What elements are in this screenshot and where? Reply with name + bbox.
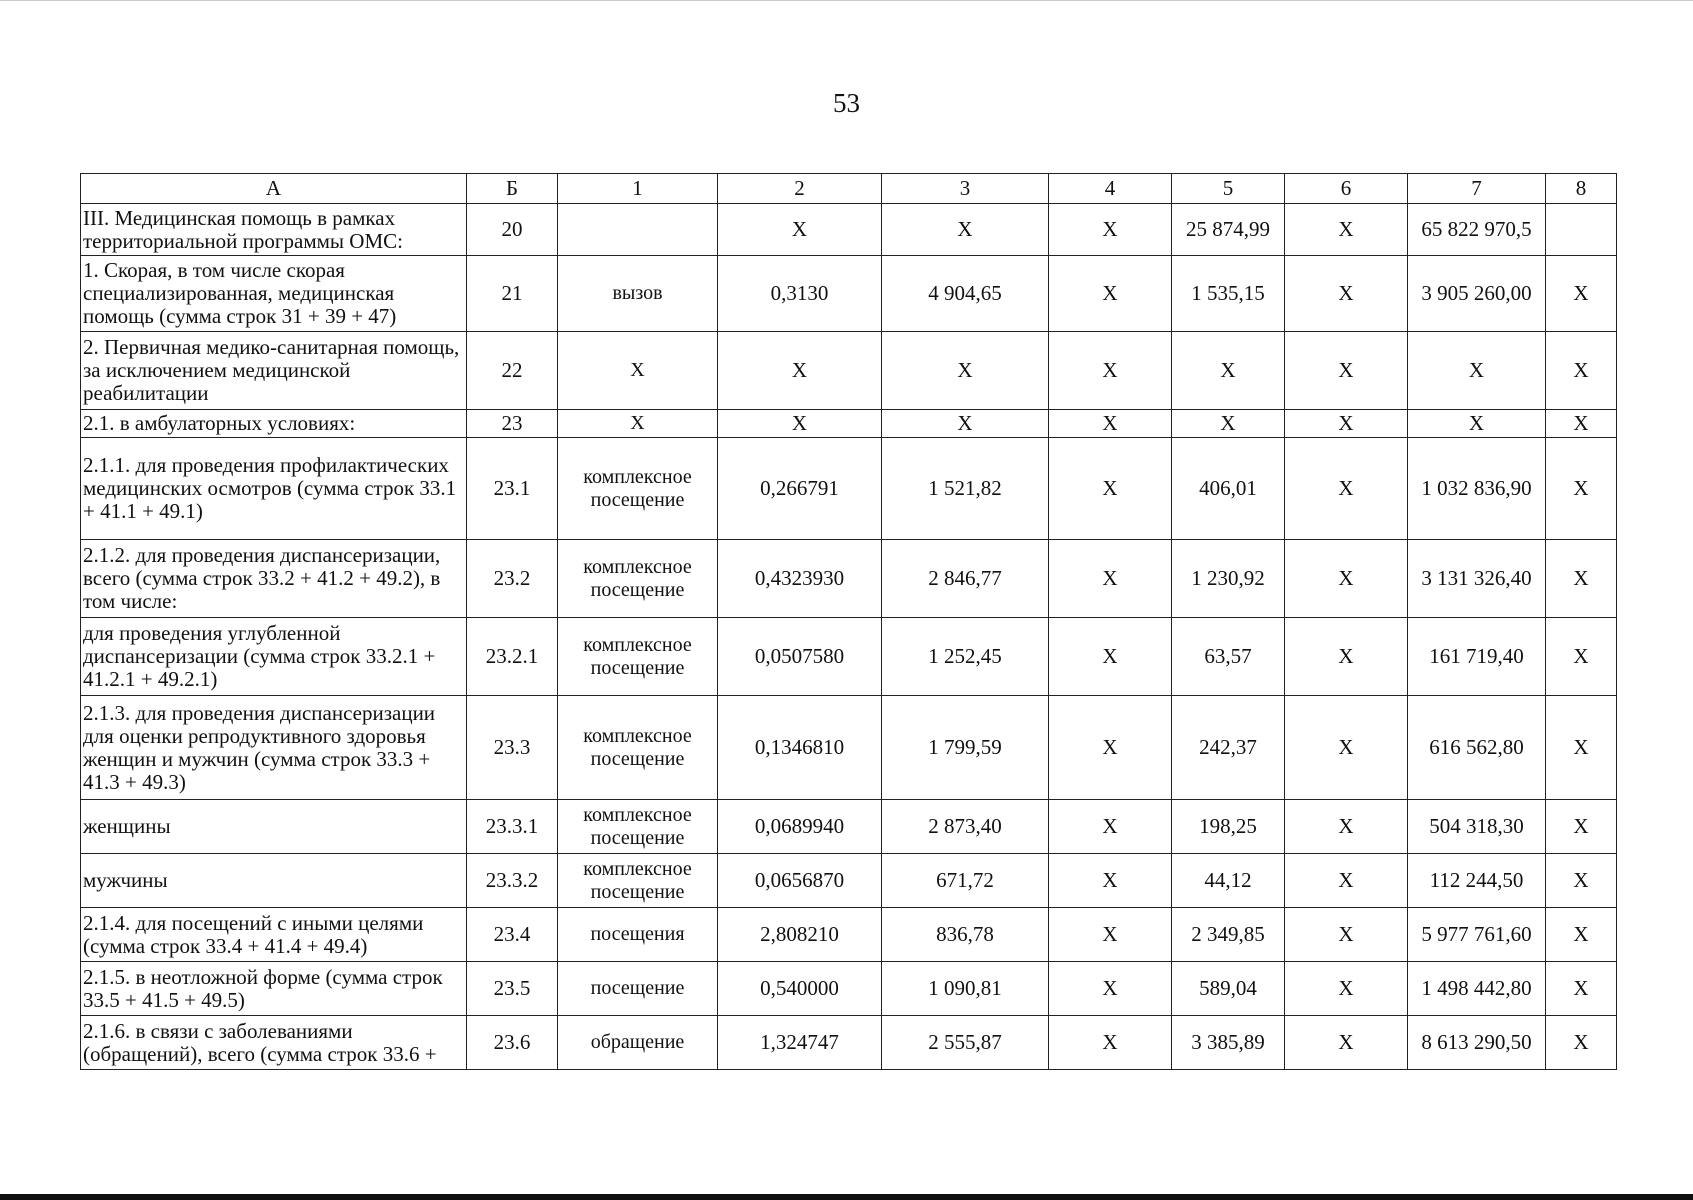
row-col-3: 2 555,87 xyxy=(882,1016,1049,1070)
row-name: 2.1.2. для проведения диспансеризации, всего (сумма строк 33.2 + 41.2 + 49.2), в том числе: xyxy=(81,540,467,618)
table-row xyxy=(81,800,1617,854)
header-col-8: 8 xyxy=(1546,174,1617,204)
row-col-5: 3 385,89 xyxy=(1172,1016,1285,1070)
row-col-4: X xyxy=(1049,540,1172,618)
row-col-7: 5 977 761,60 xyxy=(1408,908,1546,962)
table-row xyxy=(81,540,1617,618)
row-col-2: 1,324747 xyxy=(718,1016,882,1070)
row-col-4: X xyxy=(1049,1016,1172,1070)
row-col-2: 0,266791 xyxy=(718,438,882,540)
header-col-5: 5 xyxy=(1172,174,1285,204)
row-col-2: 0,0689940 xyxy=(718,800,882,854)
budget-table xyxy=(80,173,1617,1070)
header-col-7: 7 xyxy=(1408,174,1546,204)
row-col-3: 4 904,65 xyxy=(882,256,1049,332)
row-col-5: 242,37 xyxy=(1172,696,1285,800)
row-col-7: 3 131 326,40 xyxy=(1408,540,1546,618)
row-col-3: 2 846,77 xyxy=(882,540,1049,618)
row-col-6: X xyxy=(1285,696,1408,800)
row-col-8: X xyxy=(1546,962,1617,1016)
row-col-3: X xyxy=(882,410,1049,438)
row-col-2: X xyxy=(718,332,882,410)
table-row xyxy=(81,332,1617,410)
row-code: 23.3.2 xyxy=(467,854,558,908)
row-code: 23 xyxy=(467,410,558,438)
row-col-8: X xyxy=(1546,256,1617,332)
row-col-7: 504 318,30 xyxy=(1408,800,1546,854)
row-col-2: 0,540000 xyxy=(718,962,882,1016)
row-col-8: X xyxy=(1546,438,1617,540)
row-col-7: 8 613 290,50 xyxy=(1408,1016,1546,1070)
row-unit: комплексное посещение xyxy=(558,854,718,908)
row-col-2: 0,1346810 xyxy=(718,696,882,800)
row-col-6: X xyxy=(1285,854,1408,908)
row-col-6: X xyxy=(1285,908,1408,962)
row-name: 2.1.5. в неотложной форме (сумма строк 33.5 + 41.5 + 49.5) xyxy=(81,962,467,1016)
row-code: 23.3 xyxy=(467,696,558,800)
row-col-8: X xyxy=(1546,410,1617,438)
row-col-3: 2 873,40 xyxy=(882,800,1049,854)
row-col-2: X xyxy=(718,410,882,438)
row-col-8: X xyxy=(1546,908,1617,962)
row-col-5: 25 874,99 xyxy=(1172,204,1285,256)
row-col-7: 65 822 970,5 xyxy=(1408,204,1546,256)
row-col-4: X xyxy=(1049,204,1172,256)
row-col-5: 589,04 xyxy=(1172,962,1285,1016)
row-code: 23.2.1 xyxy=(467,618,558,696)
row-col-4: X xyxy=(1049,854,1172,908)
table-row xyxy=(81,1016,1617,1070)
row-col-3: X xyxy=(882,332,1049,410)
row-code: 21 xyxy=(467,256,558,332)
table-row xyxy=(81,696,1617,800)
row-name: 2.1.1. для проведения профилактических медицинских осмотров (сумма строк 33.1 + 41.1 + 49.1) xyxy=(81,438,467,540)
page-number: 53 xyxy=(833,88,860,118)
row-name: 2.1.4. для посещений с иными целями (сумма строк 33.4 + 41.4 + 49.4) xyxy=(81,908,467,962)
table-row xyxy=(81,618,1617,696)
row-col-2: X xyxy=(718,204,882,256)
row-col-5: 2 349,85 xyxy=(1172,908,1285,962)
row-col-8: X xyxy=(1546,332,1617,410)
scan-bottom-edge xyxy=(0,1194,1693,1200)
row-col-4: X xyxy=(1049,696,1172,800)
row-col-8 xyxy=(1546,204,1617,256)
row-col-8: X xyxy=(1546,854,1617,908)
row-col-7: 161 719,40 xyxy=(1408,618,1546,696)
row-col-5: 63,57 xyxy=(1172,618,1285,696)
row-code: 23.3.1 xyxy=(467,800,558,854)
table-row xyxy=(81,204,1617,256)
row-unit: комплексное посещение xyxy=(558,540,718,618)
header-col-4: 4 xyxy=(1049,174,1172,204)
row-col-6: X xyxy=(1285,438,1408,540)
row-col-8: X xyxy=(1546,618,1617,696)
row-col-4: X xyxy=(1049,962,1172,1016)
row-col-8: X xyxy=(1546,696,1617,800)
row-name: III. Медицинская помощь в рамках территориальной программы ОМС: xyxy=(81,204,467,256)
row-col-2: 0,0656870 xyxy=(718,854,882,908)
row-col-4: X xyxy=(1049,618,1172,696)
table-row xyxy=(81,438,1617,540)
row-col-6: X xyxy=(1285,332,1408,410)
row-col-2: 0,4323930 xyxy=(718,540,882,618)
row-col-4: X xyxy=(1049,256,1172,332)
row-col-5: 198,25 xyxy=(1172,800,1285,854)
row-unit: комплексное посещение xyxy=(558,696,718,800)
row-code: 22 xyxy=(467,332,558,410)
row-col-5: X xyxy=(1172,332,1285,410)
row-name: женщины xyxy=(81,800,467,854)
row-col-6: X xyxy=(1285,256,1408,332)
row-col-5: 44,12 xyxy=(1172,854,1285,908)
row-name: для проведения углубленной диспансеризации (сумма строк 33.2.1 + 41.2.1 + 49.2.1) xyxy=(81,618,467,696)
row-unit: X xyxy=(558,332,718,410)
row-code: 23.2 xyxy=(467,540,558,618)
row-col-3: 1 090,81 xyxy=(882,962,1049,1016)
scan-top-edge xyxy=(0,0,1693,1)
header-col-b: Б xyxy=(467,174,558,204)
row-name: 2. Первичная медико-санитарная помощь, за исключением медицинской реабилитации xyxy=(81,332,467,410)
row-col-7: X xyxy=(1408,332,1546,410)
row-unit: комплексное посещение xyxy=(558,800,718,854)
row-unit: X xyxy=(558,410,718,438)
row-col-6: X xyxy=(1285,962,1408,1016)
row-col-3: X xyxy=(882,204,1049,256)
row-col-6: X xyxy=(1285,1016,1408,1070)
row-unit: вызов xyxy=(558,256,718,332)
row-col-5: 1 230,92 xyxy=(1172,540,1285,618)
row-col-8: X xyxy=(1546,800,1617,854)
row-name: 1. Скорая, в том числе скорая специализированная, медицинская помощь (сумма строк 31 + 39 + 47) xyxy=(81,256,467,332)
row-col-6: X xyxy=(1285,800,1408,854)
row-col-6: X xyxy=(1285,540,1408,618)
row-col-8: X xyxy=(1546,1016,1617,1070)
table-row xyxy=(81,256,1617,332)
row-col-2: 0,3130 xyxy=(718,256,882,332)
row-col-4: X xyxy=(1049,908,1172,962)
row-col-6: X xyxy=(1285,204,1408,256)
row-col-4: X xyxy=(1049,438,1172,540)
table-row xyxy=(81,962,1617,1016)
row-name: мужчины xyxy=(81,854,467,908)
row-col-3: 836,78 xyxy=(882,908,1049,962)
row-col-2: 0,0507580 xyxy=(718,618,882,696)
row-unit: обращение xyxy=(558,1016,718,1070)
header-col-2: 2 xyxy=(718,174,882,204)
row-code: 23.4 xyxy=(467,908,558,962)
row-col-8: X xyxy=(1546,540,1617,618)
table-row xyxy=(81,908,1617,962)
row-unit: комплексное посещение xyxy=(558,438,718,540)
row-col-6: X xyxy=(1285,618,1408,696)
row-col-7: X xyxy=(1408,410,1546,438)
row-col-3: 1 521,82 xyxy=(882,438,1049,540)
row-col-5: 1 535,15 xyxy=(1172,256,1285,332)
row-code: 23.1 xyxy=(467,438,558,540)
header-col-1: 1 xyxy=(558,174,718,204)
header-col-a: А xyxy=(81,174,467,204)
row-name: 2.1.3. для проведения диспансеризации для оценки репродуктивного здоровья женщин и мужчин (сумма строк 33.3 + 41.3 + 49.3) xyxy=(81,696,467,800)
row-col-7: 112 244,50 xyxy=(1408,854,1546,908)
row-code: 23.5 xyxy=(467,962,558,1016)
row-col-3: 1 799,59 xyxy=(882,696,1049,800)
row-col-2: 2,808210 xyxy=(718,908,882,962)
row-col-4: X xyxy=(1049,332,1172,410)
row-col-7: 616 562,80 xyxy=(1408,696,1546,800)
row-col-6: X xyxy=(1285,410,1408,438)
table-row xyxy=(81,854,1617,908)
row-unit xyxy=(558,204,718,256)
row-name: 2.1.6. в связи с заболеваниями (обращений), всего (сумма строк 33.6 + xyxy=(81,1016,467,1070)
header-col-3: 3 xyxy=(882,174,1049,204)
row-col-3: 671,72 xyxy=(882,854,1049,908)
row-unit: посещение xyxy=(558,962,718,1016)
row-col-7: 1 032 836,90 xyxy=(1408,438,1546,540)
row-col-4: X xyxy=(1049,800,1172,854)
row-col-7: 3 905 260,00 xyxy=(1408,256,1546,332)
table-header-row xyxy=(81,174,1617,204)
row-unit: комплексное посещение xyxy=(558,618,718,696)
row-col-7: 1 498 442,80 xyxy=(1408,962,1546,1016)
row-code: 23.6 xyxy=(467,1016,558,1070)
row-col-3: 1 252,45 xyxy=(882,618,1049,696)
table-row xyxy=(81,410,1617,438)
row-col-5: X xyxy=(1172,410,1285,438)
row-col-4: X xyxy=(1049,410,1172,438)
header-col-6: 6 xyxy=(1285,174,1408,204)
row-col-5: 406,01 xyxy=(1172,438,1285,540)
row-name: 2.1. в амбулаторных условиях: xyxy=(81,410,467,438)
row-unit: посещения xyxy=(558,908,718,962)
row-code: 20 xyxy=(467,204,558,256)
